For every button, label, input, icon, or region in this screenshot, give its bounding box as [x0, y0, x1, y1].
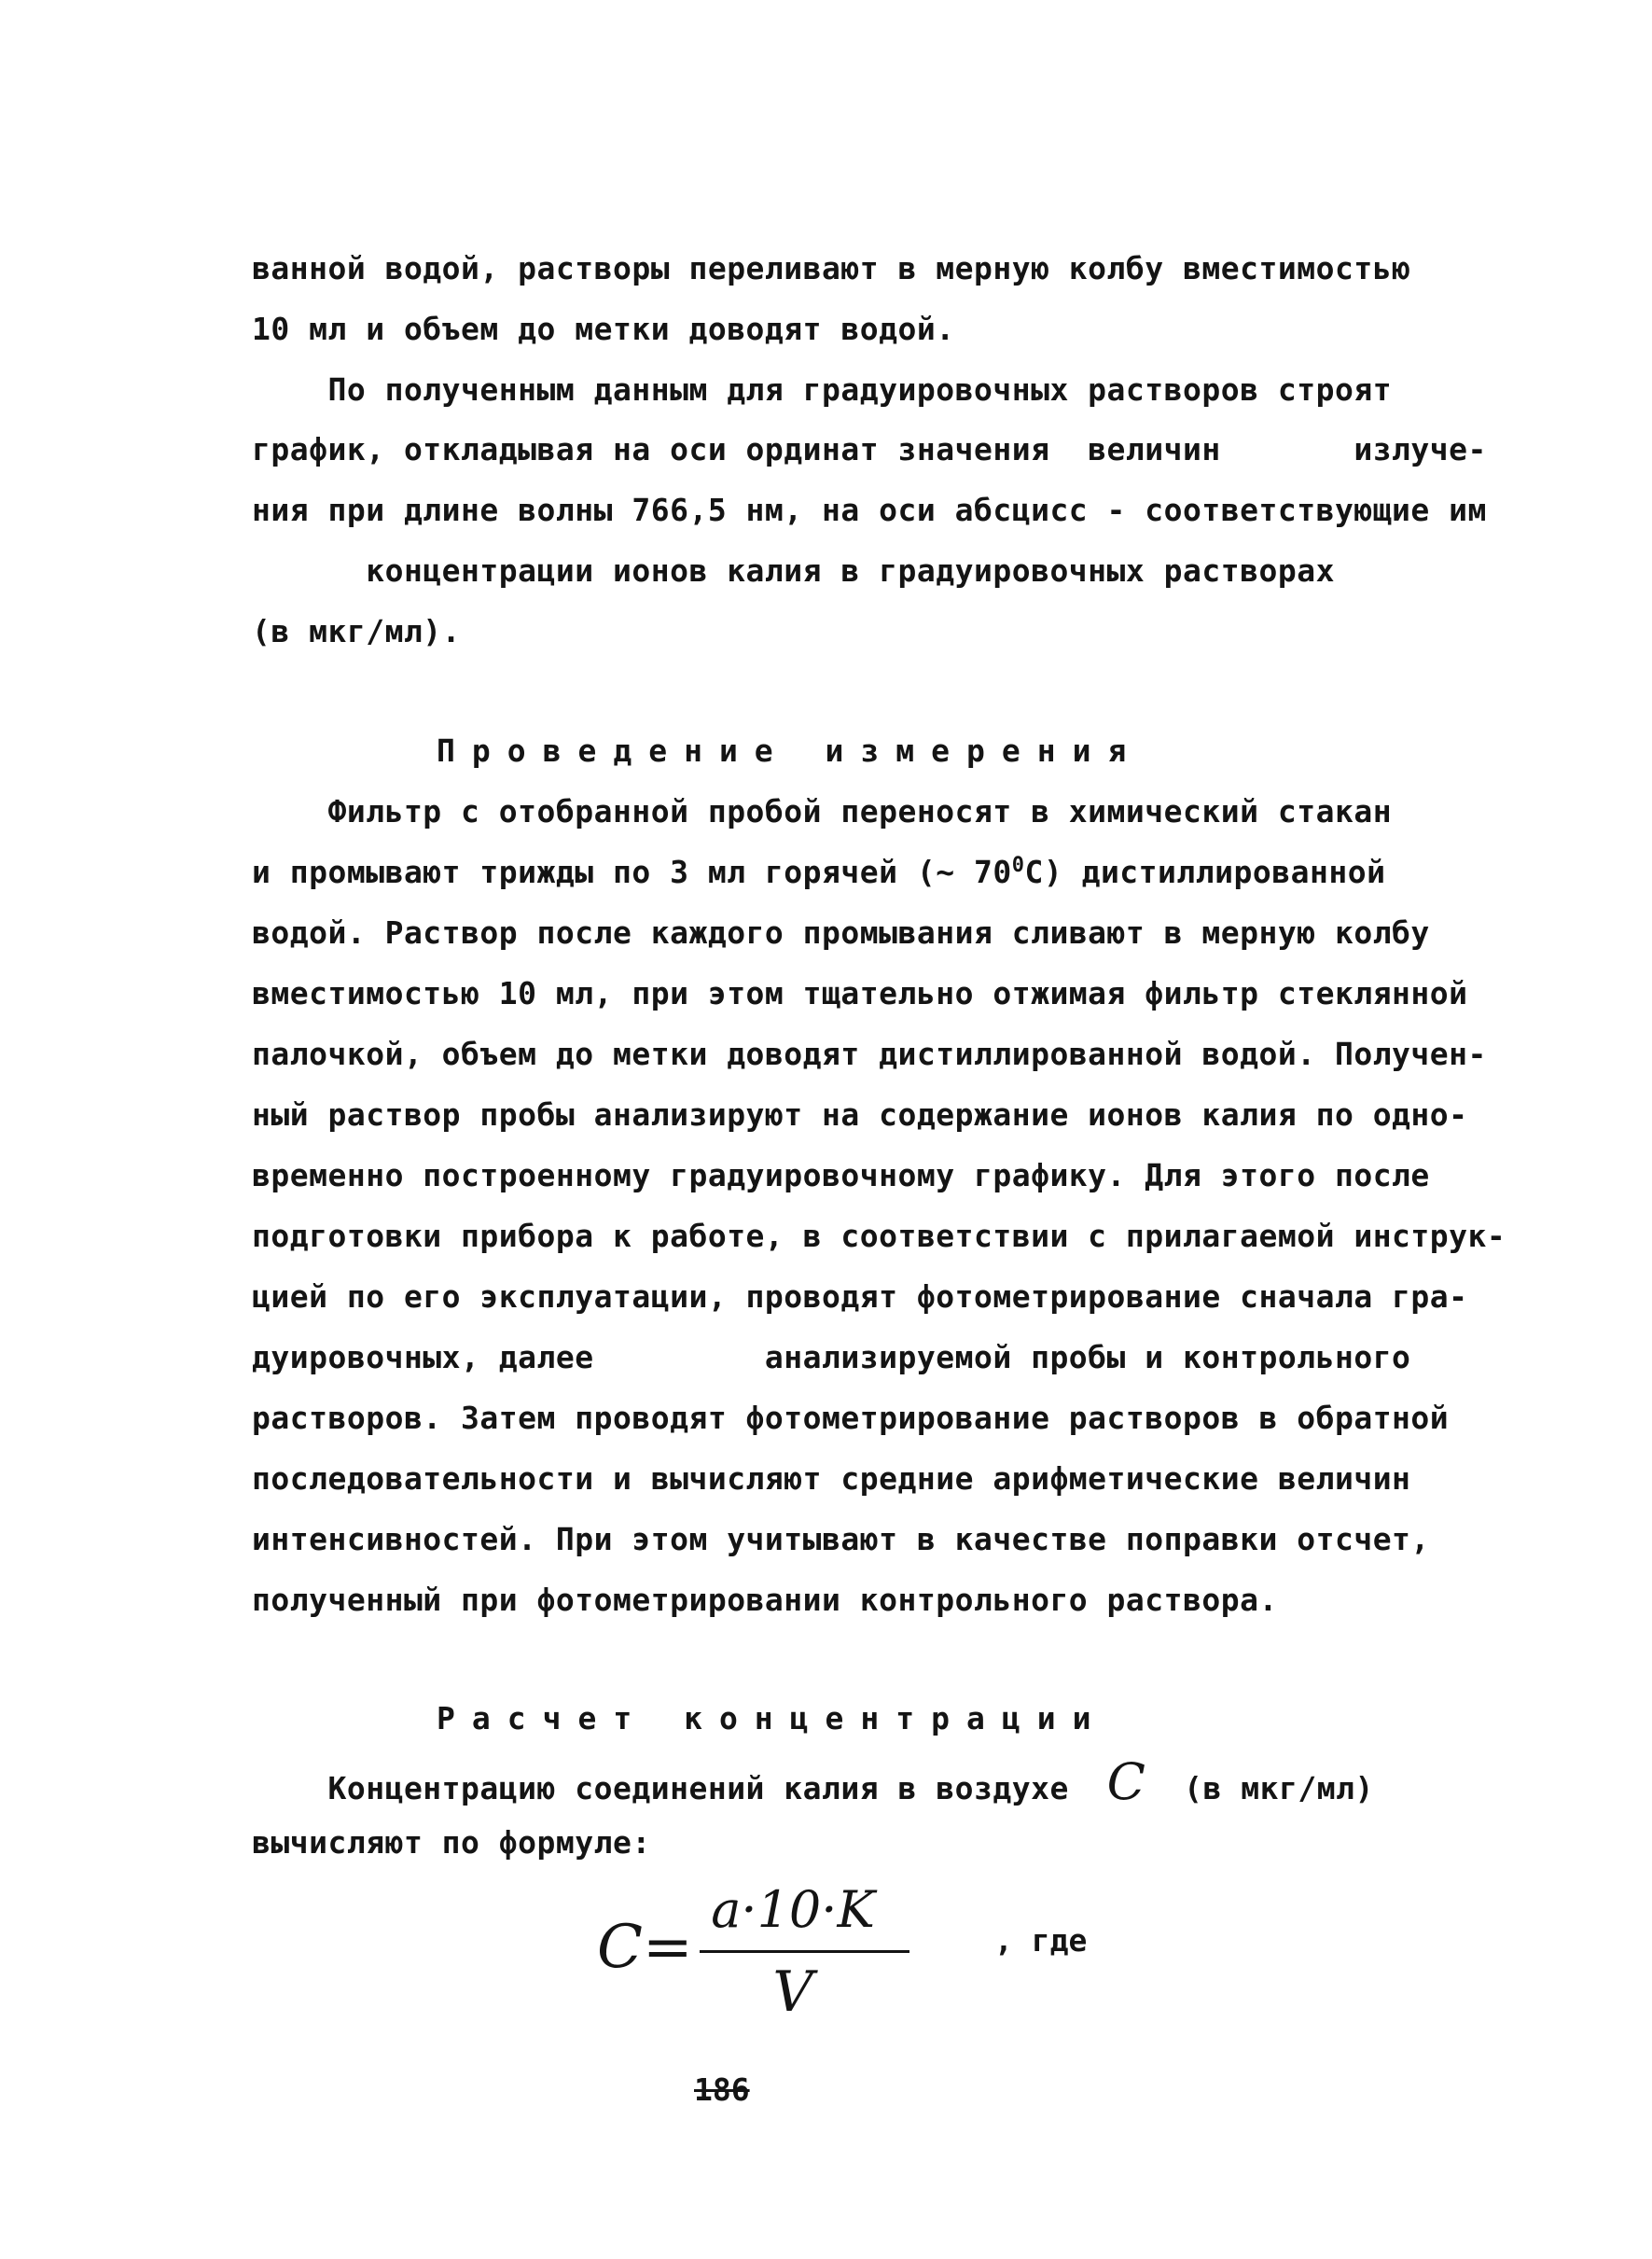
formula-lhs: С=	[597, 1913, 693, 1982]
text-line: ный раствор пробы анализируют на содержание ионов калия по одно-	[252, 1096, 1468, 1133]
text-fragment: и промывают трижды по 3 мл горячей (~ 70	[252, 854, 1012, 890]
text-line: вместимостью 10 мл, при этом тщательно отжимая фильтр стеклянной	[252, 975, 1468, 1011]
concentration-formula	[597, 1880, 989, 2034]
text-fragment: (в мкг/мл)	[1184, 1770, 1374, 1806]
text-fragment: Концентрацию соединений калия в воздухе	[252, 1770, 1069, 1806]
text-line: полученный при фотометрировании контрольного раствора.	[252, 1582, 1278, 1618]
superscript: 0	[1011, 854, 1025, 877]
text-line: ния при длине волны 766,5 нм, на оси абсцисс - соответствующие им	[252, 492, 1487, 528]
text-line: дуировочных, далее анализируемой пробы и контрольного	[252, 1339, 1411, 1375]
section-heading-measurement: Проведение измерения	[437, 732, 1144, 769]
handwritten-symbol-c: С	[1106, 1752, 1146, 1811]
text-line: график, откладывая на оси ординат значения величин излуче-	[252, 431, 1487, 467]
text-line: подготовки прибора к работе, в соответствии с прилагаемой инструк-	[252, 1218, 1506, 1254]
text-line: По полученным данным для градуировочных растворов строят	[252, 371, 1393, 408]
text-line: (в мкг/мл).	[252, 613, 462, 649]
text-line: интенсивностей. При этом учитывают в качестве поправки отсчет,	[252, 1521, 1430, 1557]
text-line: последовательности и вычисляют средние арифметические величин	[252, 1460, 1411, 1497]
section-heading-calculation: Расчет концентрации	[437, 1700, 1108, 1736]
text-line: палочкой, объем до метки доводят дистиллированной водой. Получен-	[252, 1036, 1487, 1072]
text-line: вычисляют по формуле:	[252, 1824, 651, 1861]
page-number: 186	[694, 2071, 750, 2108]
fraction-bar	[700, 1950, 909, 1953]
text-line: цией по его эксплуатации, проводят фотометрирование сначала гра-	[252, 1278, 1468, 1315]
text-line: концентрации ионов калия в градуировочных растворах	[252, 552, 1335, 589]
formula-numerator: a·10·K	[711, 1880, 875, 1939]
text-line: временно построенному градуировочному графику. Для этого после	[252, 1157, 1430, 1193]
text-line: Фильтр с отобранной пробой переносят в химический стакан	[252, 793, 1393, 830]
text-line-with-superscript	[252, 854, 1385, 891]
formula-denominator: V	[772, 1959, 813, 2025]
text-line-with-symbol	[252, 1752, 1374, 1811]
text-line: растворов. Затем проводят фотометрирование растворов в обратной	[252, 1400, 1450, 1436]
text-line: ванной водой, растворы переливают в мерную колбу вместимостью	[252, 250, 1411, 286]
text-line: 10 мл и объем до метки доводят водой.	[252, 311, 955, 347]
text-line: водой. Раствор после каждого промывания сливают в мерную колбу	[252, 914, 1430, 951]
text-fragment: С) дистиллированной	[1024, 854, 1386, 890]
formula-tail: , где	[994, 1922, 1088, 1959]
